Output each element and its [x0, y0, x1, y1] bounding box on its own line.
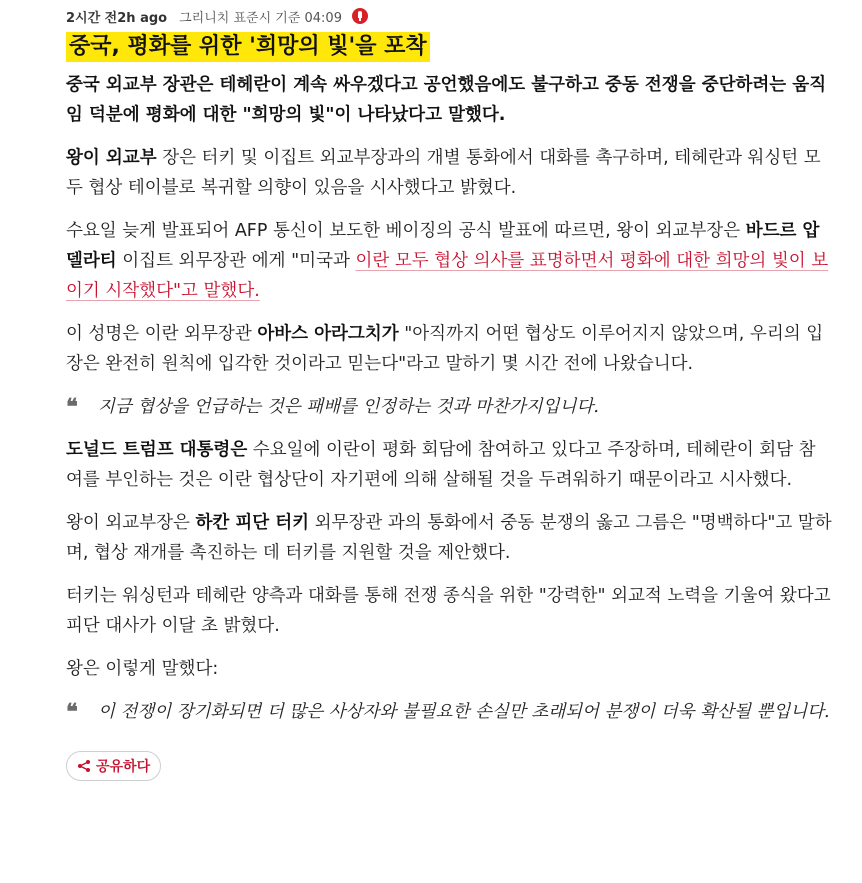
paragraph-3	[66, 319, 832, 379]
paragraph-6: 터키는 워싱턴과 테헤란 양측과 대화를 통해 전쟁 종식을 위한 "강력한" 외교적 노력을 기울여 왔다고 피단 대사가 이달 초 밝혔다.	[66, 586, 831, 636]
blockquote-2	[66, 697, 832, 727]
quote-text: 지금 협상을 언급하는 것은 패배를 인정하는 것과 마찬가지입니다.	[98, 397, 599, 417]
share-label: 공유하다	[96, 759, 151, 775]
paragraph-text: 수요일 늦게 발표되어 AFP 통신이 보도한 베이징의 공식 발표에 따르면, 왕이 외교부장은	[66, 221, 746, 241]
paragraph-text: 수요일에 이란이 평화 회담에 참여하고 있다고 주장하며, 테헤란이 회담 참여를 부인하는 것은 이란 협상단이 자기편에 의해 살해될 것을 두려워하기 때문이라고 시사했다.	[66, 440, 816, 490]
paragraph-text: 외무장관 과의 통화에서 중동 분쟁의 옳고 그름은 "명백하다"고 말하며, 협상 재개를 촉진하는 데 터키를 지원할 것을 제안했다.	[66, 513, 832, 563]
headline: 중국, 평화를 위한 '희망의 빛'을 포착	[66, 32, 430, 62]
lead-paragraph: 중국 외교부 장관은 테헤란이 계속 싸우겠다고 공언했음에도 불구하고 중동 전쟁을 중단하려는 움직임 덕분에 평화에 대한 "희망의 빛"이 나타났다고 말했다.	[66, 75, 827, 125]
article-meta	[66, 6, 832, 26]
person-link-donald-trump[interactable]: 도널드 트럼프 대통령은	[66, 440, 248, 460]
pin-icon	[352, 8, 368, 24]
paragraph-5	[66, 508, 832, 568]
paragraph-text: 왕이 외교부장은	[66, 513, 196, 533]
paragraph-7: 왕은 이렇게 말했다:	[66, 659, 219, 679]
blockquote-1	[66, 392, 832, 422]
timestamp: 그리니치 표준시 기준 04:09	[179, 10, 342, 26]
paragraph-text: 이 성명은 이란 외무장관	[66, 324, 258, 344]
person-link-wang-yi[interactable]: 왕이 외교부	[66, 148, 157, 168]
person-link-badr-abdelatty[interactable]: 바드르 압델라티	[66, 221, 820, 271]
person-link-hakan-fidan[interactable]: 하칸 피단 터키	[195, 513, 310, 533]
share-button[interactable]	[66, 751, 161, 781]
quote-text: 이 전쟁이 장기화되면 더 많은 사상자와 불필요한 손실만 초래되어 분쟁이 더욱 확산될 뿐입니다.	[98, 702, 830, 722]
quote-icon: ❝	[66, 394, 78, 420]
paragraph-4	[66, 435, 832, 495]
person-link-abbas-araghchi[interactable]: 아바스 아라그치가	[257, 324, 399, 344]
paragraph-2	[66, 216, 832, 306]
paragraph-text: 이집트 외무장관 에게 "미국과	[116, 251, 356, 271]
paragraph-text: 장은 터키 및 이집트 외교부장과의 개별 통화에서 대화를 촉구하며, 테헤란과 워싱턴 모두 협상 테이블로 복귀할 의향이 있음을 시사했다고 밝혔다.	[66, 148, 821, 198]
time-ago: 2시간 전2h ago	[66, 10, 168, 26]
paragraph-1	[66, 143, 832, 203]
paragraph-text: "아직까지 어떤 협상도 이루어지지 않았으며, 우리의 입장은 완전히 원칙에 입각한 것이라고 믿는다"라고 말하기 몇 시간 전에 나왔습니다.	[66, 324, 824, 374]
quote-icon: ❝	[66, 699, 78, 725]
highlight-quote-link[interactable]: 이란 모두 협상 의사를 표명하면서 평화에 대한 희망의 빛이 보이기 시작했다"고 말했다.	[66, 251, 829, 301]
share-icon	[77, 759, 91, 773]
